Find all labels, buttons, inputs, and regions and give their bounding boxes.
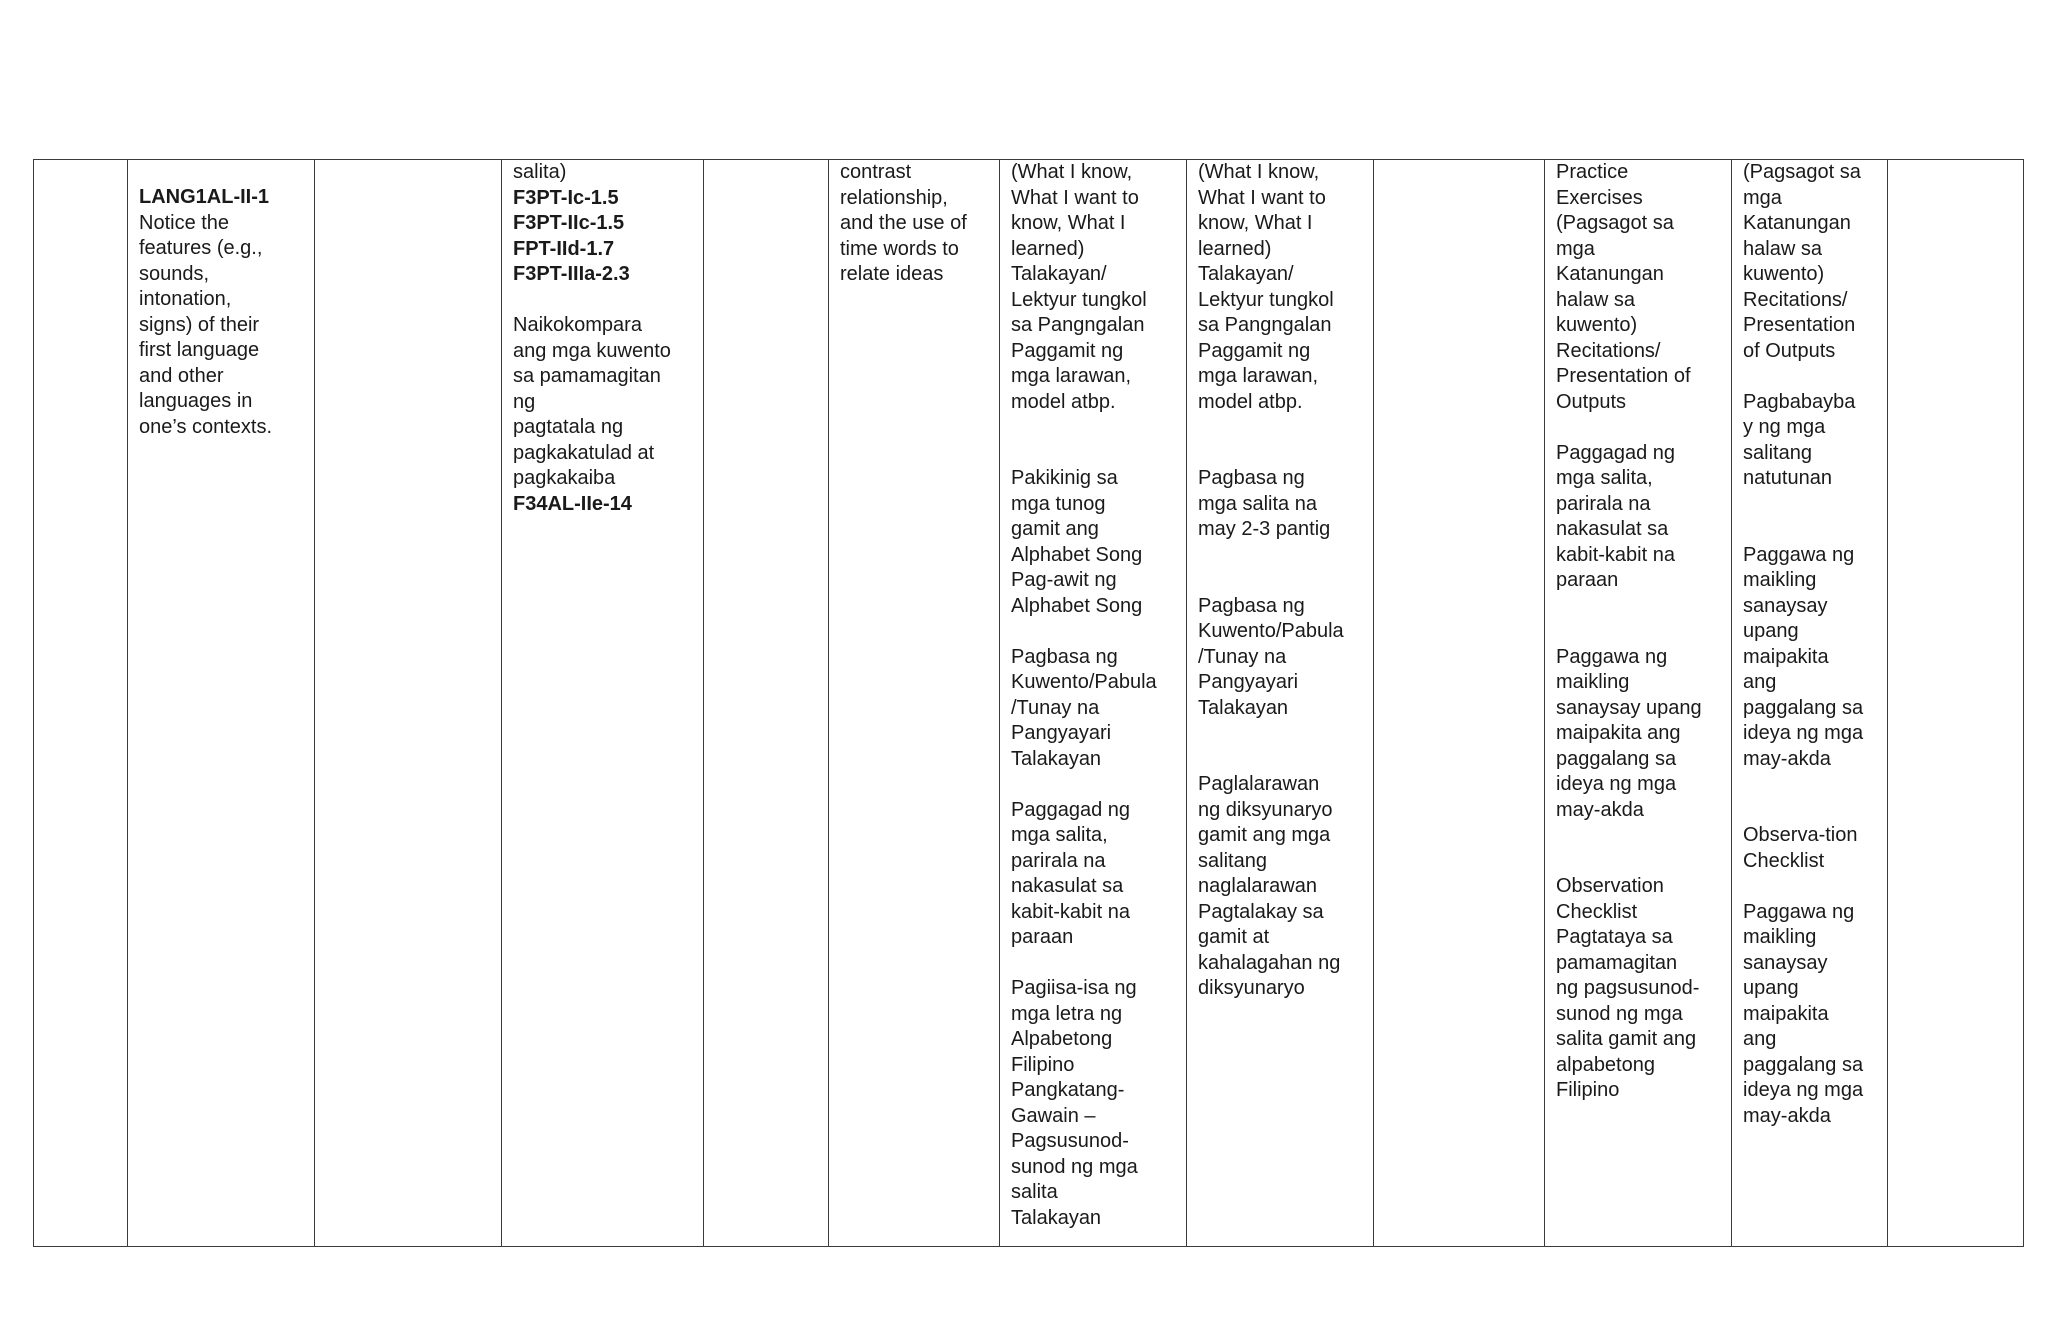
col8-text: (What I know, What I want to know, What I learned) Talakayan/ Lektyur tungkol sa Pangngalan Paggamit ng mga larawan, model atbp. Pagbasa ng mga salita na may 2-3 pantig Pagbasa ng Kuwento/Pabula /Tunay na Pangyayari Talakayan Paglalarawan ng diksyunaryo gamit ang mga salitang naglalarawan Pagtalakay sa gamit at kahalagahan ng diksyunaryo	[1198, 161, 1344, 999]
competency-text: Notice the features (e.g., sounds, intonation, signs) of their first language and other languages in one’s contexts.	[139, 211, 273, 438]
cell-col8-content	[1187, 160, 1373, 1002]
table-cell-col11	[1732, 160, 1888, 1247]
table-cell-col6	[829, 160, 1000, 1247]
col4-codes: F3PT-Ic-1.5 F3PT-IIc-1.5 FPT-IId-1.7 F3PT-IIIa-2.3	[513, 186, 630, 285]
table-row	[34, 160, 2024, 1247]
cell-col11-content	[1732, 160, 1887, 1129]
table-cell-col7	[1000, 160, 1187, 1247]
competency-code: LANG1AL-II-1	[139, 186, 269, 208]
col11-text: (Pagsagot sa mga Katanungan halaw sa kuwento) Recitations/ Presentation of Outputs Pagbabayba y ng mga salitang natutunan Paggawa ng maikling sanaysay upang maipakita ang paggalang sa ideya ng mga may-akda Observa-tion Checklist Paggawa ng maikling sanaysay upang maipakita ang paggalang sa ideya ng mga may-akda	[1743, 161, 1864, 1127]
table-cell-col5	[704, 160, 829, 1247]
cell-col2-content	[128, 160, 314, 440]
table-cell-col9	[1374, 160, 1545, 1247]
table-cell-col8	[1187, 160, 1374, 1247]
cell-col6-content	[829, 160, 999, 288]
table-cell-col2	[128, 160, 315, 1247]
curriculum-table	[33, 159, 2024, 1247]
table-cell-col12	[1888, 160, 2024, 1247]
table-cell-col4	[502, 160, 704, 1247]
col4-code2: F34AL-IIe-14	[513, 492, 632, 515]
col4-intro-text: salita)	[513, 161, 567, 183]
table-cell-col10	[1545, 160, 1732, 1247]
cell-col10-content	[1545, 160, 1731, 1104]
table-cell-col1	[34, 160, 128, 1247]
table-cell-col3	[315, 160, 502, 1247]
cell-col7-content	[1000, 160, 1186, 1231]
cell-col4-content	[502, 160, 703, 517]
col7-text: (What I know, What I want to know, What I learned) Talakayan/ Lektyur tungkol sa Pangngalan Paggamit ng mga larawan, model atbp. Pakikinig sa mga tunog gamit ang Alphabet Song Pag-awit ng Alphabet Song Pagbasa ng Kuwento/Pabula /Tunay na Pangyayari Talakayan Paggagad ng mga salita, parirala na nakasulat sa kabit-kabit na paraan Pagiisa-isa ng mga letra ng Alpabetong Filipino Pangkatang- Gawain – Pagsusunod- sunod ng mga salita Talakayan	[1011, 161, 1157, 1229]
col4-text: Naikokompara ang mga kuwento sa pamamagitan ng pagtatala ng pagkakatulad at pagkakaiba	[513, 314, 671, 489]
col6-text: contrast relationship, and the use of time words to relate ideas	[840, 161, 967, 285]
col10-text: Practice Exercises (Pagsagot sa mga Katanungan halaw sa kuwento) Recitations/ Presentation of Outputs Paggagad ng mga salita, parirala na nakasulat sa kabit-kabit na paraan Paggawa ng maikling sanaysay upang maipakita ang paggalang sa ideya ng mga may-akda Observation Checklist Pagtataya sa pamamagitan ng pagsusunod- sunod ng mga salita gamit ang alpabetong Filipino	[1556, 161, 1702, 1101]
